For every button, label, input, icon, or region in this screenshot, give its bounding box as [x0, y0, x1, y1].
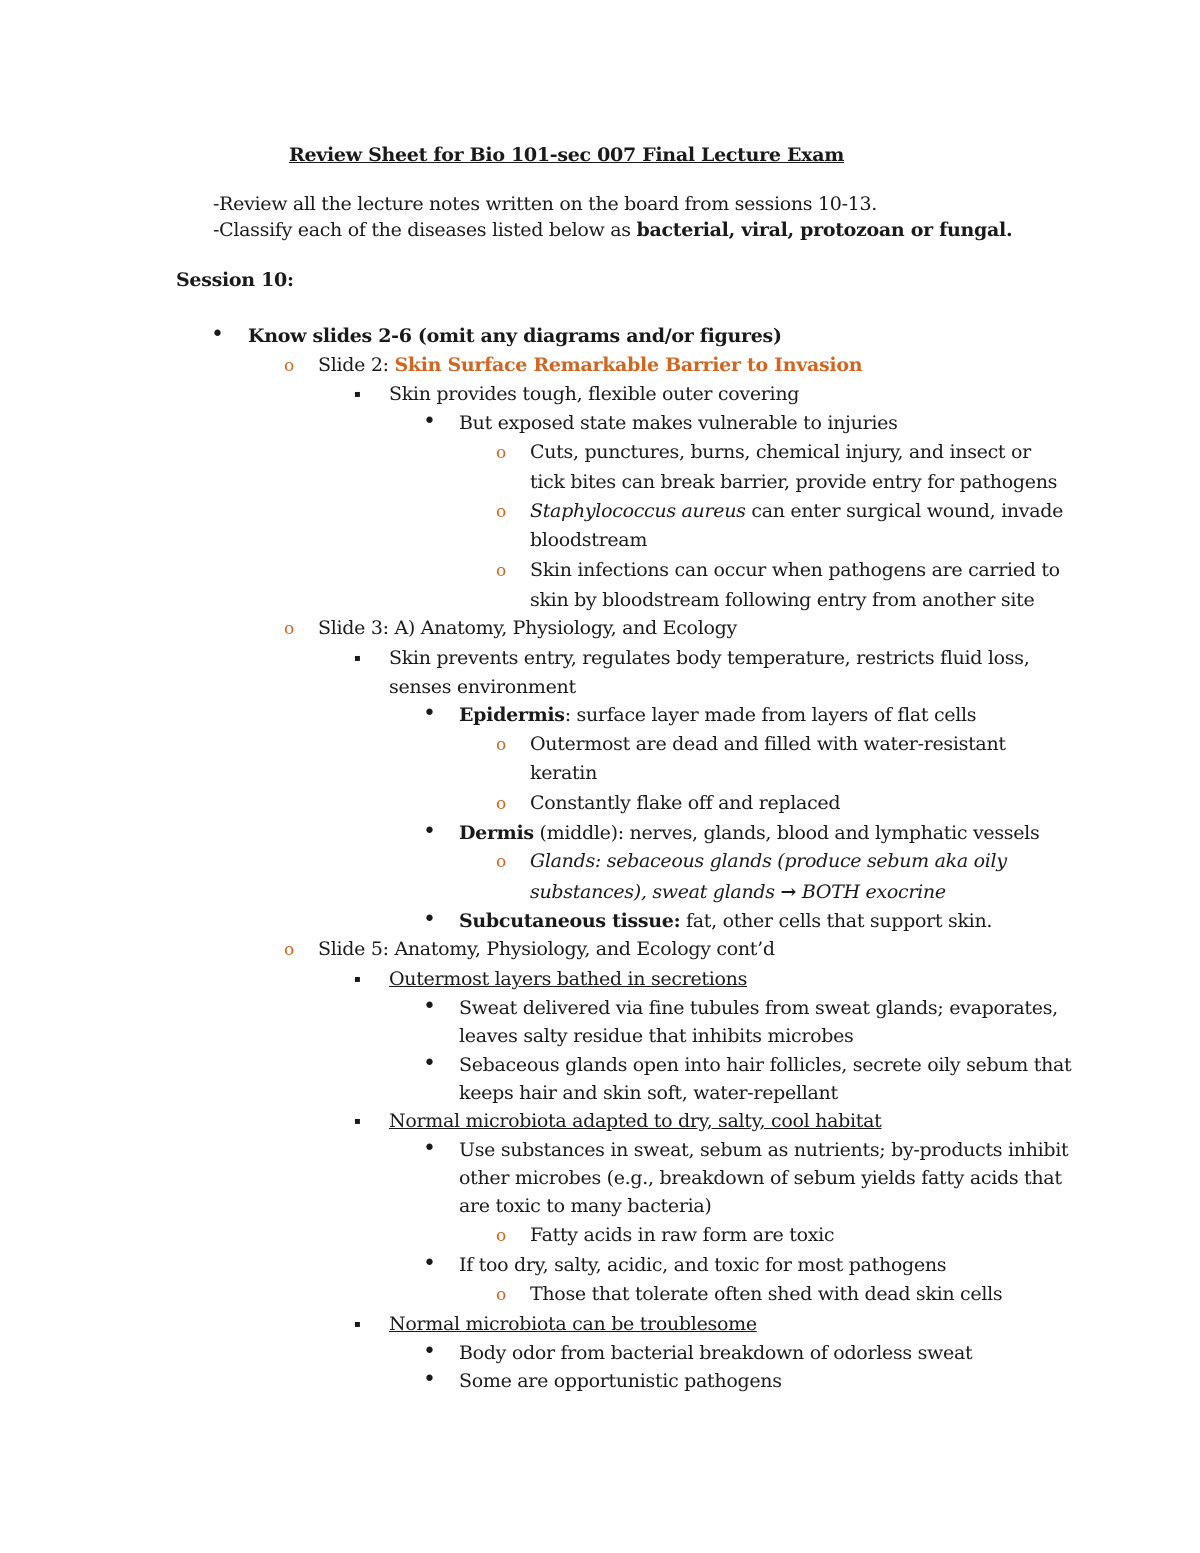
epidermis-detail-1a: Outermost are dead and filled with water-resistant	[530, 733, 1006, 755]
slide-3-item-a: Skin prevents entry, regulates body temperature, restricts fluid loss,	[389, 647, 1030, 669]
bullet-dot-marker: •	[423, 907, 436, 932]
fatty-acids-item: Fatty acids in raw form are toxic	[530, 1224, 835, 1246]
slide-2-detail-1b: tick bites can break barrier, provide entry for pathogens	[530, 471, 1058, 493]
bullet-circle-marker: o	[496, 1285, 506, 1305]
bullet-circle-marker: o	[284, 619, 294, 639]
slide-2-detail-3b: skin by bloodstream following entry from another site	[530, 589, 1035, 611]
staph-name: Staphylococcus aureus	[530, 500, 746, 522]
epidermis-term: Epidermis	[459, 704, 565, 726]
dermis-item	[459, 821, 1039, 845]
bullet-dot-marker: •	[423, 1136, 436, 1161]
slide-2-item: Skin provides tough, flexible outer covering	[389, 383, 800, 405]
subcutaneous-term: Subcutaneous tissue:	[459, 910, 681, 932]
sweat-item-b: leaves salty residue that inhibits microbes	[459, 1025, 854, 1047]
bullet-circle-marker: o	[496, 1226, 506, 1246]
bullet-dot-marker: •	[423, 819, 436, 844]
bullet-circle-marker: o	[496, 502, 506, 522]
intro-line-2	[213, 218, 1012, 242]
epidermis-detail-1b: keratin	[530, 762, 598, 784]
intro-line-2-bold: bacterial, viral, protozoan or fungal.	[636, 219, 1013, 241]
dermis-detail-b-pre: substances), sweat glands	[530, 881, 781, 903]
slide-2-detail-3a: Skin infections can occur when pathogens are carried to	[530, 559, 1060, 581]
subcutaneous-text: fat, other cells that support skin.	[680, 910, 993, 932]
subcutaneous-item	[459, 909, 992, 933]
intro-line-2-text: -Classify each of the diseases listed below as	[213, 219, 637, 241]
dermis-text: (middle): nerves, glands, blood and lymphatic vessels	[533, 822, 1040, 844]
bullet-dot-marker: •	[423, 409, 436, 434]
epidermis-detail-2: Constantly flake off and replaced	[530, 792, 841, 814]
dermis-detail-b-post: BOTH exocrine	[796, 881, 946, 903]
bullet-square-marker: ▪	[354, 974, 361, 985]
slide-2-detail-1a: Cuts, punctures, burns, chemical injury, and insect or	[530, 441, 1031, 463]
bullet-square-marker: ▪	[354, 653, 361, 664]
slide-5-subheading-1: Outermost layers bathed in secretions	[389, 968, 748, 990]
slide-2-detail-2-text: can enter surgical wound, invade	[745, 500, 1064, 522]
pathogens-item: If too dry, salty, acidic, and toxic for most pathogens	[459, 1254, 947, 1276]
slide-2-label: Slide 2:	[318, 354, 395, 376]
bullet-square-marker: ▪	[354, 389, 361, 400]
microbiota-item-c: are toxic to many bacteria)	[459, 1195, 712, 1217]
bullet-dot-marker: •	[211, 322, 224, 347]
bullet-circle-marker: o	[496, 852, 506, 872]
bullet-dot-marker: •	[423, 1051, 436, 1076]
bullet-dot-marker: •	[423, 701, 436, 726]
bullet-dot-marker: •	[423, 994, 436, 1019]
microbiota-item-a: Use substances in sweat, sebum as nutrients; by-products inhibit	[459, 1139, 1069, 1161]
slide-3-item-b: senses environment	[389, 676, 576, 698]
bullet-square-marker: ▪	[354, 1116, 361, 1127]
bullet-circle-marker: o	[496, 561, 506, 581]
session-heading: Session 10:	[176, 269, 294, 291]
slide-3-heading: Slide 3: A) Anatomy, Physiology, and Ecology	[318, 617, 737, 639]
slide-5-subheading-3: Normal microbiota can be troublesome	[389, 1313, 757, 1335]
bullet-dot-marker: •	[423, 1251, 436, 1276]
intro-line-1: -Review all the lecture notes written on the board from sessions 10-13.	[213, 193, 878, 215]
dermis-term: Dermis	[459, 822, 534, 844]
arrow-right-icon: →	[780, 881, 797, 903]
bullet-circle-marker: o	[496, 443, 506, 463]
slide-2-detail-2b: bloodstream	[530, 529, 648, 551]
know-slides-item: Know slides 2-6 (omit any diagrams and/or figures)	[248, 325, 782, 347]
sebaceous-item-a: Sebaceous glands open into hair follicles, secrete oily sebum that	[459, 1054, 1072, 1076]
slide-2-detail-2a	[530, 499, 1063, 523]
bullet-circle-marker: o	[496, 735, 506, 755]
slide-2-title: Skin Surface Remarkable Barrier to Invasion	[394, 354, 863, 376]
slide-2-subitem: But exposed state makes vulnerable to injuries	[459, 412, 898, 434]
bullet-circle-marker: o	[284, 940, 294, 960]
bullet-square-marker: ▪	[354, 1319, 361, 1330]
page-title: Review Sheet for Bio 101-sec 007 Final Lecture Exam	[288, 144, 845, 166]
body-odor-item: Body odor from bacterial breakdown of odorless sweat	[459, 1342, 973, 1364]
dermis-detail-a: Glands: sebaceous glands (produce sebum aka oily	[530, 850, 1007, 872]
slide-5-heading: Slide 5: Anatomy, Physiology, and Ecology cont’d	[318, 938, 775, 960]
dermis-detail-b	[530, 880, 946, 904]
slide-2-heading	[318, 353, 862, 377]
sebaceous-item-b: keeps hair and skin soft, water-repellant	[459, 1082, 838, 1104]
bullet-circle-marker: o	[496, 794, 506, 814]
opportunistic-item: Some are opportunistic pathogens	[459, 1370, 782, 1392]
tolerate-item: Those that tolerate often shed with dead skin cells	[530, 1283, 1003, 1305]
microbiota-item-b: other microbes (e.g., breakdown of sebum yields fatty acids that	[459, 1167, 1062, 1189]
slide-5-subheading-2: Normal microbiota adapted to dry, salty, cool habitat	[389, 1110, 882, 1132]
epidermis-item	[459, 703, 976, 727]
bullet-dot-marker: •	[423, 1367, 436, 1392]
bullet-dot-marker: •	[423, 1339, 436, 1364]
sweat-item-a: Sweat delivered via fine tubules from sweat glands; evaporates,	[459, 997, 1058, 1019]
bullet-circle-marker: o	[284, 356, 294, 376]
epidermis-text: : surface layer made from layers of flat cells	[564, 704, 977, 726]
